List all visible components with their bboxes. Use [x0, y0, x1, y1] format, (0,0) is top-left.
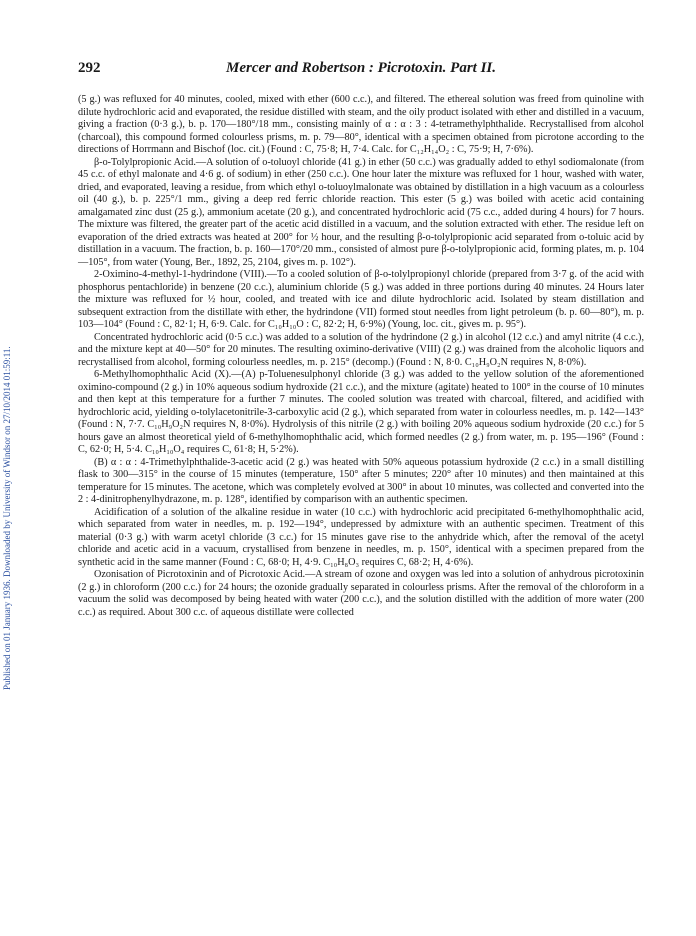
paragraph: 6-Methylhomophthalic Acid (X).—(A) p-Toluenesulphonyl chloride (3 g.) was added to the yellow solution of the aforementioned oximino-compound (2 g.) in 10% aqueous sodium hydroxide (21 c.c.), and the mixture (agitate) heated to 100° in the course of 10 minutes and then kept at this temperature for a further 7 minutes. The cooled solution was treated with charcoal, filtered, and acidified with hydrochloric acid, yielding o-tolylacetonitrile-3-carboxylic acid (2 g.), which separated from water in colourless needles, m. p. 142—143° (Found : N, 7·7. C₁₀H₉O₂N requires N, 8·0%). Hydrolysis of this nitrile (2 g.) with boiling 20% aqueous sodium hydroxide (20 c.c.) for 5 hours gave an almost theoretical yield of 6-methylhomophthalic acid, which formed needles (2 g.) from water, m. p. 195—196° (Found : C, 62·0; H, 5·4. C₁₀H₁₀O₄ requires C, 61·8; H, 5·2%).	[78, 369, 644, 455]
download-watermark	[2, 150, 16, 690]
page-header	[78, 60, 644, 82]
paragraph: 2-Oximino-4-methyl-1-hydrindone (VIII).—To a cooled solution of β-o-tolylpropionyl chloride (prepared from 3·7 g. of the acid with phosphorus pentachloride) in benzene (20 c.c.), aluminium chloride (5 g.) was added in three portions during 40 minutes. 24 Hours later the mixture was refluxed for ½ hour, cooled, and treated with ice and dilute hydrochloric acid. Isolated by steam distillation and subsequent extraction from the distillate with ether, the hydrindone (VII) formed stout needles from light petroleum (b. p. 60—80°), m. p. 103—104° (Found : C, 82·1; H, 6·9. Calc. for C₁₀H₁₀O : C, 82·2; H, 6·9%) (Young, loc. cit., gives m. p. 95°).	[78, 269, 644, 330]
paragraph: β-o-Tolylpropionic Acid.—A solution of o-toluoyl chloride (41 g.) in ether (50 c.c.) was gradually added to ethyl sodiomalonate (from 45 c.c. of ethyl malonate and 4·6 g. of sodium) in ether (250 c.c.). One hour later the mixture was refluxed for 1 hour, washed with water, dried, and evaporated, leaving a residue, from which ethyl o-toluoylmalonate was obtained by distillation in a high vacuum as a colourless oil (40 g.), b. p. 225°/1 mm., giving a deep red ferric chloride reaction. This ester (5 g.) was boiled with acetic acid containing amalgamated zinc dust (25 g.), ammonium acetate (20 g.), and concentrated hydrochloric acid (75 c.c., added during 4 hours) for 7 hours. The mixture was filtered, the greater part of the acetic acid distilled in a vacuum, and the solution extracted with ether. The residue left on evaporation of the dried extracts was heated at 200° for ½ hour, and the resulting β-o-tolylpropionic acid separated from o-toluic acid by distillation in a vacuum. The fraction, b. p. 160—170°/20 mm., consisted of almost pure β-o-tolylpropionic acid, forming plates, m. p. 104—105°, from water (Young, Ber., 1892, 25, 2104, gives m. p. 102°).	[78, 156, 644, 268]
page-number: 292	[78, 60, 101, 76]
paragraph: (5 g.) was refluxed for 40 minutes, cooled, mixed with ether (600 c.c.), and filtered. The ethereal solution was freed from quinoline with dilute hydrochloric acid and evaporated, the residue distilled with steam, and the oily product isolated with ether and distilled in a vacuum, giving a fraction (0·3 g.), b. p. 170—180°/18 mm., consisting mainly of α : α : 3 : 4-tetramethylphthalide. Recrystallised from alcohol (charcoal), this compound formed colourless prisms, m. p. 79—80°, identical with a specimen obtained from picrotone according to the directions of Horrmann and Bischof (loc. cit.) (Found : C, 75·8; H, 7·4. Calc. for C₁₂H₁₄O₂ : C, 75·9; H, 7·6%).	[78, 94, 644, 155]
paragraph: (B) α : α : 4-Trimethylphthalide-3-acetic acid (2 g.) was heated with 50% aqueous potassium hydroxide (2 c.c.) in a small distilling flask to 300—315° in the course of 15 minutes (temperature, 150° after 5 minutes; 220° after 10 minutes) and then maintained at this temperature for 15 minutes. The acetone, which was completely evolved at 300° in about 10 minutes, was collected and converted into the 2 : 4-dinitrophenylhydrazone, m. p. 128°, identified by comparison with an authentic specimen.	[78, 456, 644, 505]
paragraph: Ozonisation of Picrotoxinin and of Picrotoxic Acid.—A stream of ozone and oxygen was led into a solution of anhydrous picrotoxinin (2 g.) in chloroform (200 c.c.) for 24 hours; the ozonide gradually separated in colourless prisms. After the removal of the chloroform in a vacuum the solid was decomposed by being heated with water (200 c.c.), and the solution distilled with the addition of more water (200 c.c.) as required. About 300 c.c. of aqueous distillate were collected	[78, 569, 644, 618]
paragraph: Concentrated hydrochloric acid (0·5 c.c.) was added to a solution of the hydrindone (2 g.) in alcohol (12 c.c.) and amyl nitrite (4 c.c.), and the mixture kept at 40—50° for 20 minutes. The resulting oximino-derivative (VIII) (2 g.) was drained from the alcoholic liquors and recrystallised from alcohol, forming colourless needles, m. p. 215° (decomp.) (Found : N, 8·0. C₁₀H₉O₂N requires N, 8·0%).	[78, 331, 644, 368]
running-title: Mercer and Robertson : Picrotoxin. Part II.	[225, 60, 496, 76]
download-watermark-text: Published on 01 January 1936. Downloaded by University of Windsor on 27/10/2014 01:59:11.	[2, 346, 12, 690]
article-body	[78, 94, 644, 924]
paragraph: Acidification of a solution of the alkaline residue in water (10 c.c.) with hydrochloric acid precipitated 6-methylhomophthalic acid, which separated from water in needles, m. p. 192—194°, undepressed by admixture with an authentic specimen. Treatment of this material (0·3 g.) with warm acetyl chloride (3 c.c.) for 15 minutes gave rise to the anhydride which, after the removal of the acetyl chloride and acetic acid in a vacuum, crystallised from benzene in needles, m. p. 150°, identical with a specimen prepared from the synthetic acid in the same manner (Found : C, 68·0; H, 4·9. C₁₀H₈O₃ requires C, 68·2; H, 4·6%).	[78, 506, 644, 568]
